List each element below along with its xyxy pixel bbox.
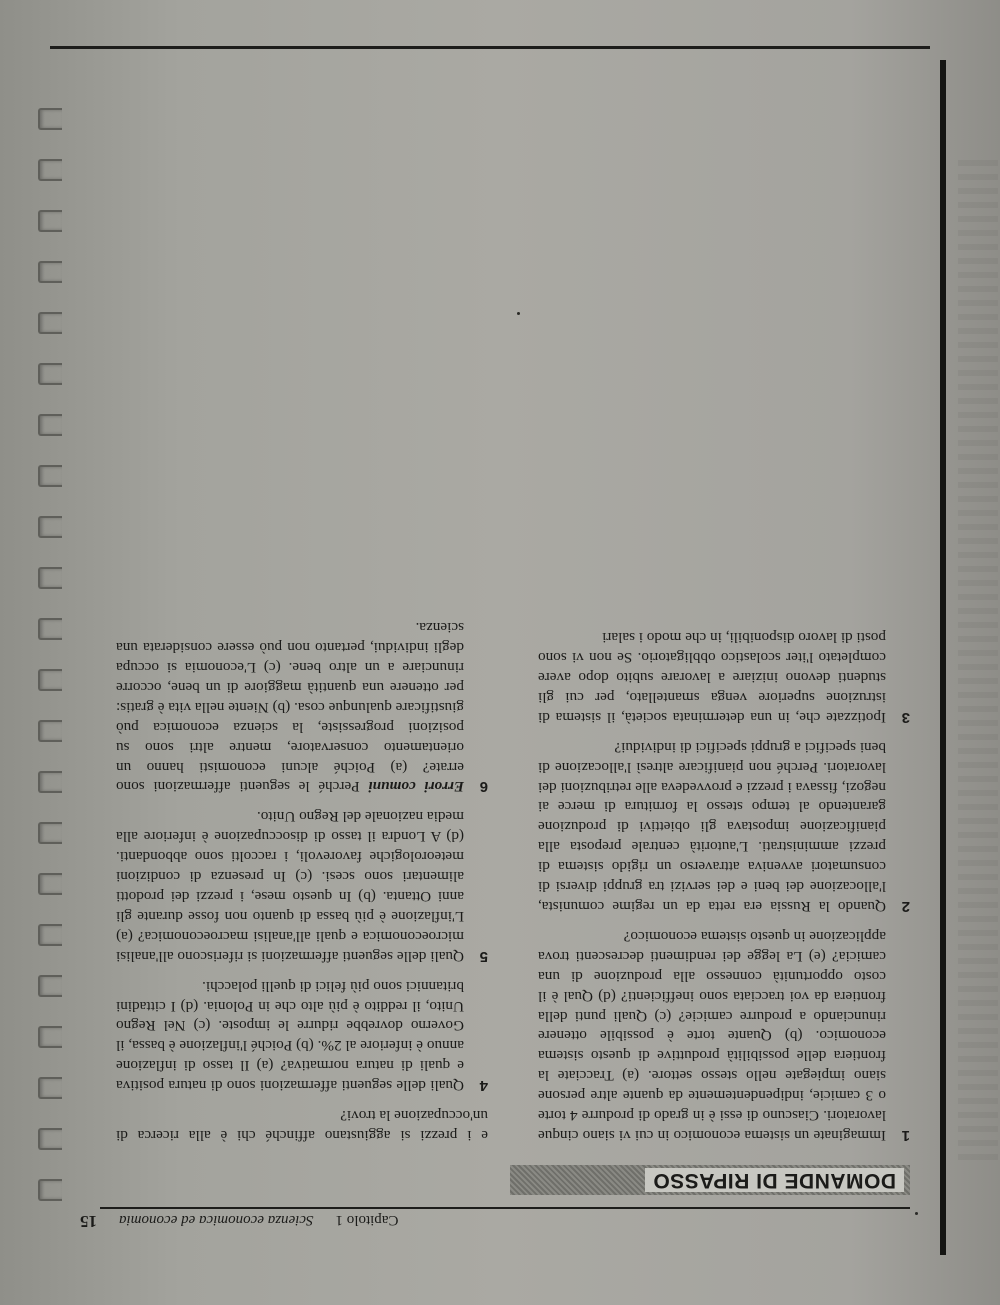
binder-hole [38, 1128, 62, 1150]
binder-hole [38, 465, 62, 487]
binder-hole [38, 567, 62, 589]
binder-hole [38, 159, 62, 181]
question-6 [116, 617, 488, 796]
question-number: 6 [479, 778, 488, 796]
question-1 [538, 926, 910, 1145]
binder-hole [38, 669, 62, 691]
binder-hole [38, 516, 62, 538]
binder-hole [38, 771, 62, 793]
question-4 [116, 976, 488, 1095]
question-number: 4 [479, 1077, 488, 1095]
question-number: 5 [479, 947, 488, 965]
question-2 [538, 737, 910, 916]
binder-hole [38, 975, 62, 997]
question-label: Errori comuni [368, 778, 464, 796]
question-number: 3 [901, 708, 910, 726]
binder-hole [38, 1179, 62, 1201]
binder-hole [38, 210, 62, 232]
binder-hole [38, 720, 62, 742]
binder-hole [38, 108, 62, 130]
question-3-continuation: e i prezzi si aggiustano affinché chi è alla ricerca di un'occupazione la trovi? [116, 1107, 488, 1144]
page-number: 15 [80, 1212, 97, 1231]
section-title-box [510, 1165, 910, 1195]
header-rule [100, 1207, 910, 1209]
section-title: DOMANDE DI RIPASSO [645, 1168, 904, 1192]
question-text: Quali delle seguenti affermazioni si riferiscono all'analisi microeconomica e quali all'analisi macroeconomica? (a) L'inflazione è più bassa di quanto non fosse durante gli anni Ottanta. (b) In questo mese, i prezzi dei prodotti alimentari sono scesi. (c) In presenza di condizioni meteorologiche favorevoli, i raccolti sono abbondanti. (d) A Londra il tasso di disoccupazione è inferiore alla media nazionale del Regno Unito. [116, 808, 464, 965]
scan-speck [517, 312, 520, 315]
binder-hole [38, 924, 62, 946]
question-text: Quando la Russia era retta da un regime comunista, l'allocazione dei beni e dei servizi tra gruppi diversi di consumatori avveniva attraverso un rigido sistema di prezzi amministrati. L'autorità centrale preposta alla pianificazione impostava gli obiettivi di produzione garantendo al tempo stesso la fornitura di merce ai negozi, fissava i prezzi e provvedeva alle retribuzioni dei lavoratori. Perché non pianificare altresì l'allocazione di beni specifici a gruppi specifici di individui? [538, 738, 886, 916]
binder-hole [38, 414, 62, 436]
question-3 [538, 627, 910, 727]
question-text: Quali delle seguenti affermazioni sono di natura positiva e quali di natura normativa? (a) Il tasso di inflazione annuo è inferiore al 2%. (b) Poiché l'inflazione è bassa, il Governo dovrebbe ridurre le imposte. (c) Nel Regno Unito, il reddito è più alto che in Polonia. (d) I cittadini britannici sono più felici di quelli polacchi. [116, 977, 464, 1095]
question-text: Perché le seguenti affermazioni sono errate? (a) Poiché alcuni economisti hanno un orientamento conservatore, mentre altri sono su posizioni progressiste, la scienza economica può giustificare qualunque cosa. (b) Niente nella vita è gratis: per ottenere una quantità maggiore di un bene, occorre rinunciare a un altro bene. (c) L'economia si occupa degli individui, pertanto non può essere considerata una scienza. [115, 619, 464, 796]
left-column [538, 617, 910, 1145]
bleed-through-text [958, 160, 998, 1160]
binder-hole [38, 363, 62, 385]
chapter-title: Scienza economica ed economia [119, 1212, 314, 1228]
scan-speck [915, 1212, 918, 1215]
binder-hole [38, 261, 62, 283]
question-number: 2 [901, 898, 910, 916]
question-5 [116, 807, 488, 966]
binder-hole [38, 1077, 62, 1099]
binder-hole [38, 1026, 62, 1048]
running-head [80, 1211, 910, 1231]
binder-hole [38, 822, 62, 844]
binder-hole [38, 618, 62, 640]
page-edge-bar [940, 60, 946, 1255]
binder-hole [38, 312, 62, 334]
right-column [116, 607, 488, 1145]
rotated-textbook-page [60, 60, 940, 1255]
chapter-label: Capitolo 1 [335, 1212, 399, 1228]
page-edge-rule [50, 46, 930, 49]
question-number: 1 [901, 1127, 910, 1144]
binder-hole [38, 873, 62, 895]
question-text: Ipotizzate che, in una determinata società, il sistema di istruzione superiore venga smantellato, per cui gli studenti devono iniziare a lavorare subito dopo avere completato l'iter scolastico obbligatorio. Se non vi sono posti di lavoro disponibili, in che modo i salari [538, 629, 886, 726]
question-text: Immaginate un sistema economico in cui vi siano cinque lavoratori. Ciascuno di essi è in grado di produrre 4 torte o 3 camicie, indipendentemente da quante altre persone siano impiegate nello stesso settore. (a) Tracciate la frontiera delle possibilità produttive di questo sistema economico. (b) Quante torte è possibile ottenere rinunciando a produrre camicie? (c) Quali punti della frontiera da voi tracciata sono inefficienti? (d) Qual è il costo opportunità connesso alla produzione di una camicia? (e) La legge dei rendimenti decrescenti trova applicazione in questo sistema economico? [538, 927, 886, 1144]
